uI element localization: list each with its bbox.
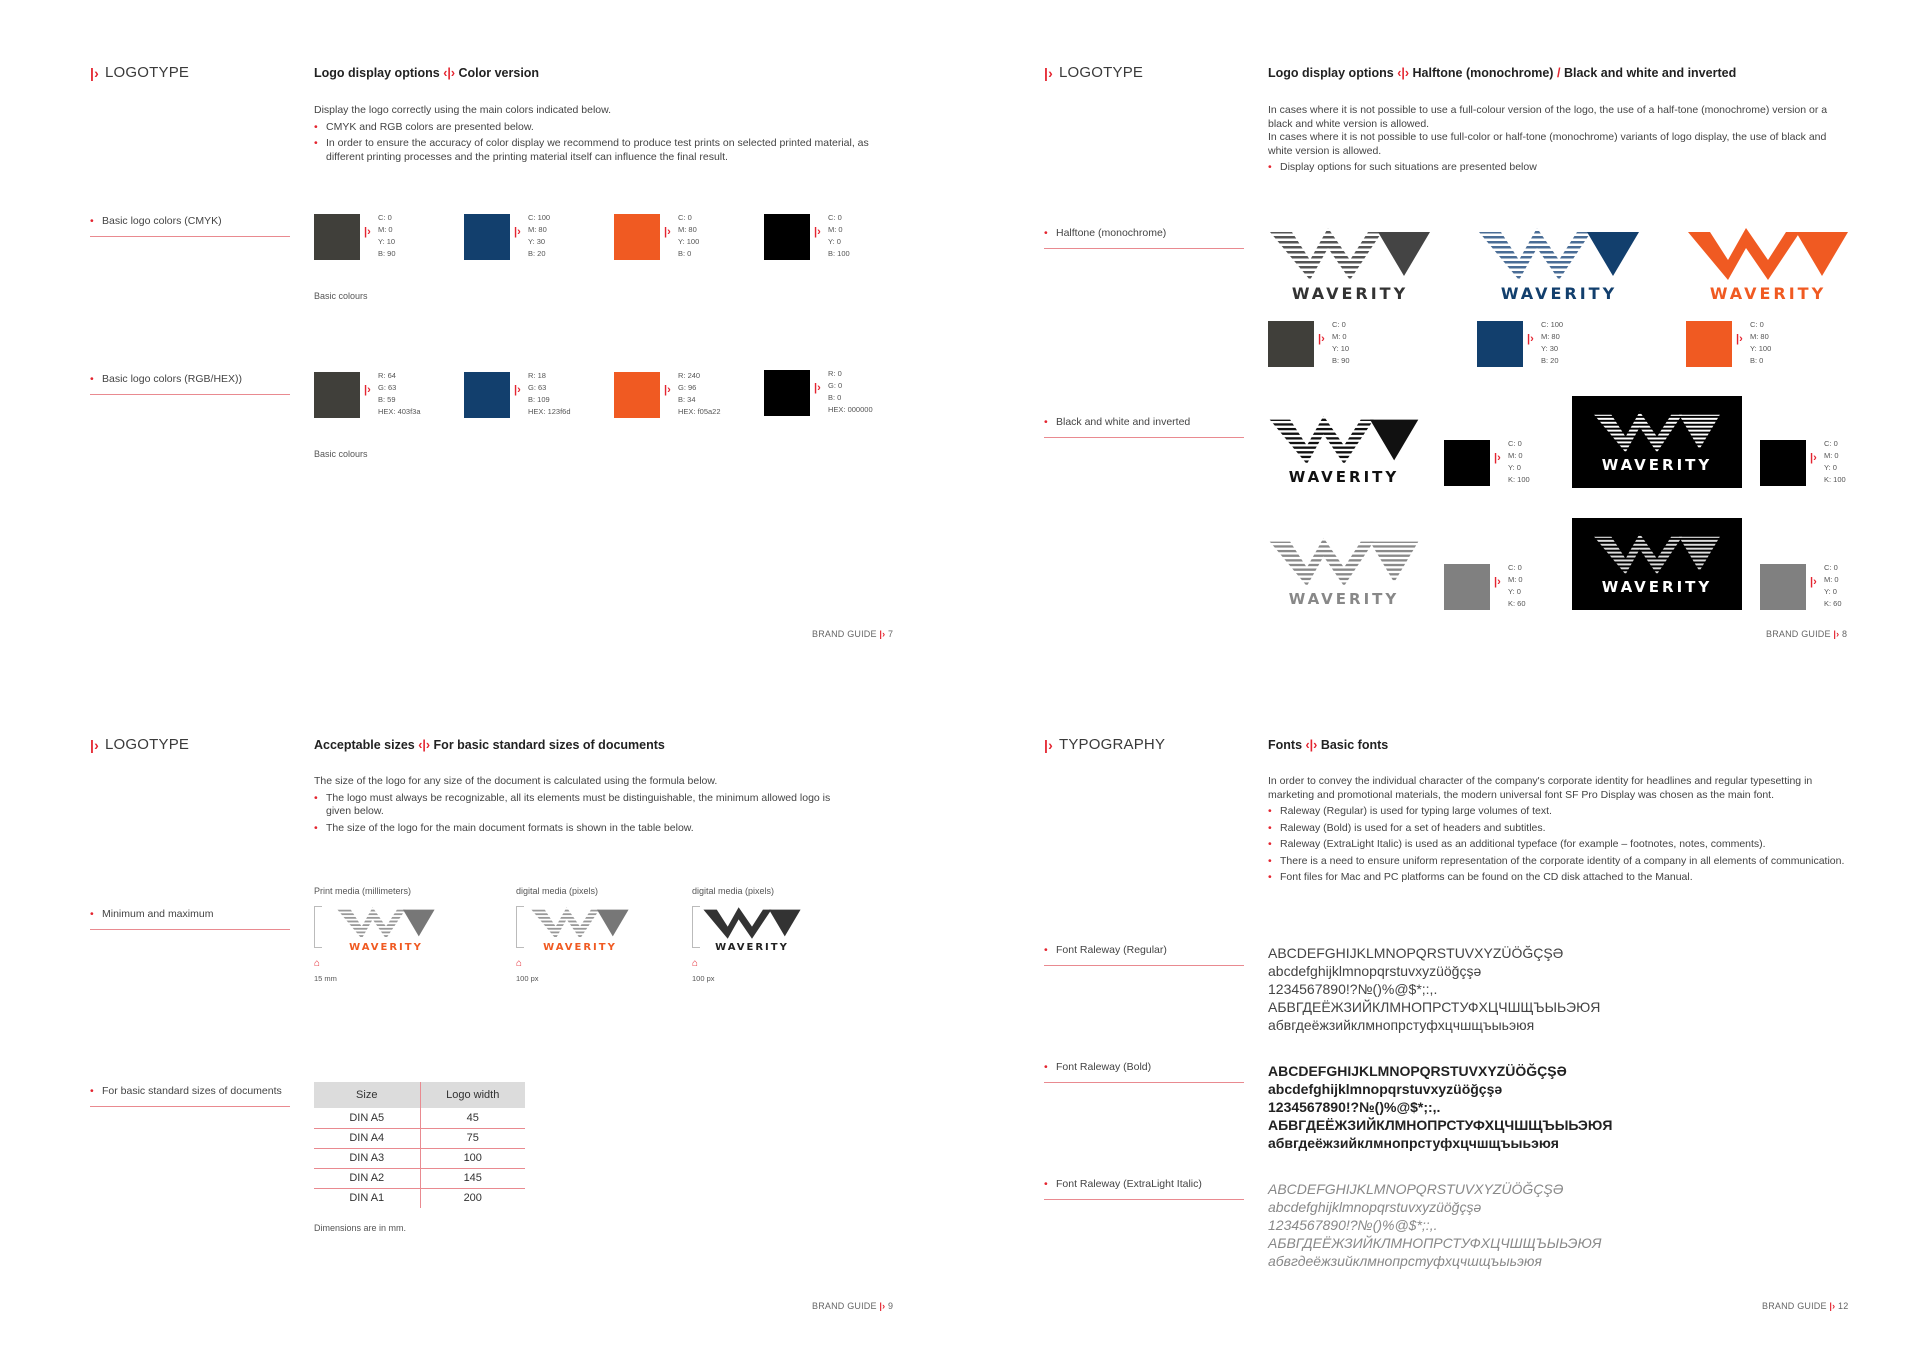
sample-line: ABCDEFGHIJKLMNOPQRSTUVXYZÜÖĞÇŞƏ (1268, 1181, 1564, 1197)
color-values (814, 212, 850, 260)
value-line: C: 100 (1541, 320, 1564, 329)
value-marker-icon: |› (814, 382, 821, 394)
color-values (514, 212, 550, 260)
table-row (314, 1188, 525, 1208)
logo-wordmark: WAVERITY (543, 942, 617, 953)
sample-line: АБВГДЕЁЖЗИЙКЛМНОПРСТУФХЦЧШЩЪЫЬЭЮЯ (1268, 1117, 1613, 1133)
logo-mark-icon (1269, 414, 1419, 466)
footer-marker-icon: |› (1829, 1301, 1836, 1311)
size-marker-icon: ⌂ (314, 958, 321, 969)
page-number: 7 (888, 629, 894, 639)
logo-halftone-navy (1477, 226, 1641, 303)
title-part: Basic fonts (1320, 738, 1389, 752)
intro-block (1268, 104, 1850, 175)
color-values (814, 368, 873, 416)
page-number: 8 (1842, 629, 1848, 639)
value-line: Y: 0 (1508, 587, 1521, 596)
section-title: LOGOTYPE (1058, 64, 1144, 81)
sample-line: АБВГДЕЁЖЗИЙКЛМНОПРСТУФХЦЧШЩЪЫЬЭЮЯ (1268, 999, 1601, 1015)
table-row (314, 1168, 525, 1188)
media-label: digital media (pixels) (516, 886, 599, 896)
intro-text: In cases where it is not possible to use full-color or half-tone (monochrome) variants of logo display, the use of black and white version is allowed. (1268, 131, 1827, 157)
value-line: C: 0 (1750, 320, 1764, 329)
value-line: R: 240 (678, 371, 701, 380)
page-9 (0, 678, 960, 1356)
color-swatch (1477, 321, 1523, 367)
bullet-list (1268, 161, 1850, 175)
table-row (314, 1148, 525, 1168)
value-line: Y: 0 (1824, 463, 1837, 472)
table-row (314, 1108, 525, 1128)
title-part: Logo display options (314, 66, 440, 80)
value-line: M: 0 (1824, 575, 1839, 584)
side-label-light: • Font Raleway (ExtraLight Italic) (1044, 1178, 1244, 1200)
value-line: K: 100 (1508, 475, 1530, 484)
value-line: Y: 10 (378, 237, 396, 246)
value-line: M: 80 (1541, 332, 1560, 341)
value-line: C: 0 (378, 213, 392, 222)
value-line: B: 109 (528, 395, 550, 404)
table-cell: DIN A3 (314, 1148, 420, 1168)
value-marker-icon: |› (1494, 452, 1501, 464)
value-line: C: 0 (1508, 439, 1522, 448)
logo-mark-icon (1688, 226, 1848, 282)
value-marker-icon: |› (364, 384, 371, 396)
value-marker-icon: |› (1494, 576, 1501, 588)
media-size: 15 mm (314, 974, 337, 983)
value-line: G: 0 (828, 381, 843, 390)
color-swatch (1760, 440, 1806, 486)
title-part: Logo display options (1268, 66, 1394, 80)
list-item: • Raleway (ExtraLight Italic) is used as an additional typeface (for example – footnotes, notes, comments). (1268, 838, 1850, 852)
title-part: Halftone (monochrome) (1412, 66, 1554, 80)
media-size: 100 px (692, 974, 715, 983)
table-cell: DIN A1 (314, 1188, 420, 1208)
page-8 (960, 0, 1920, 678)
list-item: • CMYK and RGB colors are presented below. (314, 121, 904, 135)
side-label-standard: • For basic standard sizes of documents (90, 1085, 290, 1107)
sample-line: АБВГДЕЁЖЗИЙКЛМНОПРСТУФХЦЧШЩЪЫЬЭЮЯ (1268, 1235, 1602, 1251)
side-label-rgb: • Basic logo colors (RGB/HEX)) (90, 373, 290, 395)
value-line: G: 63 (378, 383, 397, 392)
value-line: B: 0 (828, 393, 842, 402)
page-footer (1762, 1301, 1848, 1311)
page-title (314, 66, 539, 80)
logo-inverted-panel (1572, 518, 1742, 610)
sample-line: 1234567890!?№()%@$*;:,. (1268, 1217, 1438, 1233)
value-line: B: 0 (678, 249, 692, 258)
value-line: HEX: 123f6d (528, 407, 571, 416)
color-values (664, 212, 699, 260)
page-number: 12 (1838, 1301, 1849, 1311)
value-marker-icon: |› (1318, 333, 1325, 345)
list-item: • Font files for Mac and PC platforms can be found on the CD disk attached to the Manual. (1268, 871, 1850, 885)
value-line: Y: 0 (1824, 587, 1837, 596)
section-label (1044, 64, 1143, 81)
value-line: Y: 100 (1750, 344, 1772, 353)
value-marker-icon: |› (1810, 576, 1817, 588)
value-line: Y: 30 (528, 237, 546, 246)
value-line: B: 59 (378, 395, 396, 404)
value-line: M: 80 (1750, 332, 1769, 341)
value-line: M: 0 (1824, 451, 1839, 460)
size-bracket (314, 906, 322, 948)
logo-mark-icon (1582, 410, 1732, 454)
size-marker-icon: ⌂ (692, 958, 699, 969)
page-7 (0, 0, 960, 678)
bullet-list (1268, 805, 1850, 885)
list-item: • The logo must always be recognizable, all its elements must be distinguishable, the minimum allowed logo is given below. (314, 792, 854, 819)
caption: Basic colours (314, 291, 368, 301)
value-marker-icon: |› (1736, 333, 1743, 345)
table-header: Logo width (420, 1082, 525, 1108)
logo-min-print (334, 906, 438, 953)
page-number: 9 (888, 1301, 894, 1311)
value-line: K: 100 (1824, 475, 1846, 484)
bullet-list (314, 121, 904, 165)
title-part: Acceptable sizes (314, 738, 415, 752)
value-line: R: 64 (378, 371, 396, 380)
value-marker-icon: |› (1810, 452, 1817, 464)
value-line: Y: 10 (1332, 344, 1350, 353)
page-title (1268, 738, 1388, 752)
color-swatch (1444, 440, 1490, 486)
table-cell: 45 (420, 1108, 525, 1128)
list-item: • In order to ensure the accuracy of color display we recommend to produce test prints on selected printed material, as different printing processes and the printing material itself can influence the final result. (314, 137, 904, 164)
title-part: Color version (458, 66, 540, 80)
logo-inverted (1582, 532, 1732, 596)
side-label-bold: • Font Raleway (Bold) (1044, 1061, 1244, 1083)
section-title: TYPOGRAPHY (1058, 736, 1166, 753)
value-line: Y: 100 (678, 237, 700, 246)
value-line: M: 0 (1508, 451, 1523, 460)
footer-marker-icon: |› (879, 1301, 886, 1311)
title-separator-icon: ‹|› (418, 738, 431, 752)
color-swatch (464, 372, 510, 418)
section-label (90, 736, 189, 753)
logo-min-digital (528, 906, 632, 953)
sample-line: ABCDEFGHIJKLMNOPQRSTUVXYZÜÖĞÇŞƏ (1268, 1063, 1567, 1079)
color-values (1736, 319, 1771, 367)
sample-line: abcdefghijklmnopqrstuvxyzüöğçşə (1268, 1081, 1503, 1097)
value-line: G: 96 (678, 383, 697, 392)
logo-mark-icon (1269, 536, 1419, 588)
list-item: • The size of the logo for the main document formats is shown in the table below. (314, 822, 854, 836)
logo-mark-icon (1582, 532, 1732, 576)
value-line: C: 100 (528, 213, 551, 222)
value-marker-icon: |› (514, 226, 521, 238)
sample-line: абвгдеёжзийклмнопрстуфхцчшщъыьэюя (1268, 1135, 1559, 1151)
color-swatch (1686, 321, 1732, 367)
color-swatch (614, 372, 660, 418)
value-line: C: 0 (1824, 563, 1838, 572)
page-footer (812, 1301, 893, 1311)
value-line: R: 0 (828, 369, 842, 378)
value-marker-icon: |› (514, 384, 521, 396)
table-row (314, 1128, 525, 1148)
list-item: • Raleway (Regular) is used for typing large volumes of text. (1268, 805, 1850, 819)
logo-wordmark: WAVERITY (1500, 284, 1618, 303)
sample-line: abcdefghijklmnopqrstuvxyzüöğçşə (1268, 1199, 1482, 1215)
title-separator-icon: ‹|› (1397, 66, 1410, 80)
side-label-cmyk: • Basic logo colors (CMYK) (90, 215, 290, 237)
color-values (514, 370, 571, 418)
page-title (314, 738, 665, 752)
logo-wordmark: WAVERITY (1601, 578, 1713, 596)
logo-inverted-panel (1572, 396, 1742, 488)
logo-black (1268, 414, 1420, 486)
value-line: K: 60 (1508, 599, 1526, 608)
color-swatch (1444, 564, 1490, 610)
sample-line: abcdefghijklmnopqrstuvxyzüöğçşə (1268, 963, 1482, 979)
value-line: M: 0 (378, 225, 393, 234)
section-marker-icon: |› (90, 736, 99, 753)
value-line: M: 80 (528, 225, 547, 234)
title-part: For basic standard sizes of documents (433, 738, 665, 752)
size-bracket (516, 906, 524, 948)
color-swatch (614, 214, 660, 260)
value-marker-icon: |› (1527, 333, 1534, 345)
color-swatch (1760, 564, 1806, 610)
media-label: Print media (millimeters) (314, 886, 412, 896)
value-line: C: 0 (1824, 439, 1838, 448)
value-line: K: 60 (1824, 599, 1842, 608)
table-cell: DIN A4 (314, 1128, 420, 1148)
list-item: • There is a need to ensure uniform representation of the corporate identity of a company in all elements of communication. (1268, 855, 1850, 869)
value-line: Y: 30 (1541, 344, 1559, 353)
value-line: B: 20 (528, 249, 546, 258)
footer-label: BRAND GUIDE (1766, 629, 1831, 639)
value-line: HEX: f05a22 (678, 407, 721, 416)
value-line: Y: 0 (1508, 463, 1521, 472)
page-footer (812, 629, 893, 639)
size-marker-icon: ⌂ (516, 958, 523, 969)
value-line: HEX: 403f3a (378, 407, 421, 416)
logo-mark-icon (1479, 226, 1639, 282)
table-cell: 145 (420, 1168, 525, 1188)
caption: Basic colours (314, 449, 368, 459)
logo-halftone-orange (1686, 226, 1850, 303)
value-line: M: 80 (678, 225, 697, 234)
sample-line: 1234567890!?№()%@$*;:,. (1268, 981, 1438, 997)
footer-marker-icon: |› (879, 629, 886, 639)
footer-label: BRAND GUIDE (1762, 1301, 1827, 1311)
page-12 (960, 678, 1920, 1356)
color-swatch (314, 214, 360, 260)
value-marker-icon: |› (664, 226, 671, 238)
intro-text: The size of the logo for any size of the document is calculated using the formula below. (314, 775, 718, 787)
value-line: B: 90 (1332, 356, 1350, 365)
logo-inverted (1582, 410, 1732, 474)
list-item: • Display options for such situations are presented below (1268, 161, 1850, 175)
color-values (664, 370, 721, 418)
value-line: C: 0 (678, 213, 692, 222)
intro-block (1268, 775, 1850, 885)
value-line: C: 0 (1508, 563, 1522, 572)
section-title: LOGOTYPE (104, 64, 190, 81)
logo-wordmark: WAVERITY (1601, 456, 1713, 474)
size-bracket (692, 906, 700, 948)
value-marker-icon: |› (664, 384, 671, 396)
logo-wordmark: WAVERITY (715, 942, 789, 953)
table-header-row (314, 1082, 525, 1108)
font-sample-bold (1268, 1062, 1612, 1152)
color-swatch (464, 214, 510, 260)
section-label (1044, 736, 1165, 753)
page-footer (1766, 629, 1847, 639)
footer-label: BRAND GUIDE (812, 1301, 877, 1311)
footer-label: BRAND GUIDE (812, 629, 877, 639)
sample-line: ABCDEFGHIJKLMNOPQRSTUVXYZÜÖĞÇŞƏ (1268, 945, 1564, 961)
value-line: R: 18 (528, 371, 546, 380)
table-cell: DIN A2 (314, 1168, 420, 1188)
side-label-regular: • Font Raleway (Regular) (1044, 944, 1244, 966)
color-values (1494, 438, 1530, 486)
title-separator-icon: ‹|› (443, 66, 456, 80)
intro-text: Display the logo correctly using the main colors indicated below. (314, 104, 612, 116)
value-line: Y: 0 (828, 237, 841, 246)
font-sample-regular (1268, 944, 1600, 1034)
logo-wordmark: WAVERITY (1291, 284, 1409, 303)
color-values (364, 212, 396, 260)
color-values (1810, 438, 1846, 486)
list-item: • Raleway (Bold) is used for a set of headers and subtitles. (1268, 822, 1850, 836)
sizes-table (314, 1082, 525, 1208)
side-label-minmax: • Minimum and maximum (90, 908, 290, 930)
intro-text: In order to convey the individual character of the company's corporate identity for headlines and regular typesetting in marketing and promotional materials, the modern universal font SF Pro Display was chosen as the main font. (1268, 775, 1813, 801)
table-cell: DIN A5 (314, 1108, 420, 1128)
sample-line: 1234567890!?№()%@$*;:,. (1268, 1099, 1441, 1115)
media-size: 100 px (516, 974, 539, 983)
section-marker-icon: |› (90, 64, 99, 81)
sample-line: абвгдеёжзийклмнопрстуфхцчшщъыьэюя (1268, 1017, 1535, 1033)
logo-wordmark: WAVERITY (1709, 284, 1827, 303)
table-cell: 200 (463, 1192, 482, 1205)
value-line: M: 0 (828, 225, 843, 234)
logo-halftone-gray (1268, 226, 1432, 303)
title-part: Fonts (1268, 738, 1303, 752)
section-marker-icon: |› (1044, 64, 1053, 81)
value-line: C: 0 (828, 213, 842, 222)
value-line: B: 34 (678, 395, 696, 404)
intro-block (314, 104, 904, 164)
value-line: M: 0 (1508, 575, 1523, 584)
color-swatch (764, 370, 810, 416)
logo-wordmark: WAVERITY (1288, 590, 1400, 608)
table-cell: 100 (420, 1148, 525, 1168)
table-cell: 75 (420, 1128, 525, 1148)
side-label-halftone: • Halftone (monochrome) (1044, 227, 1244, 249)
value-line: C: 0 (1332, 320, 1346, 329)
value-marker-icon: |› (814, 226, 821, 238)
bullet-list (314, 792, 854, 836)
value-line: HEX: 000000 (828, 405, 873, 414)
value-line: B: 0 (1750, 356, 1764, 365)
logo-mark-icon (530, 906, 630, 940)
logo-gray (1268, 536, 1420, 608)
footer-marker-icon: |› (1833, 629, 1840, 639)
title-separator-icon: ‹|› (1305, 738, 1318, 752)
color-swatch (1268, 321, 1314, 367)
color-values (1527, 319, 1563, 367)
value-line: B: 90 (378, 249, 396, 258)
section-marker-icon: |› (1044, 736, 1053, 753)
logo-wordmark: WAVERITY (1288, 468, 1400, 486)
side-label-bw: • Black and white and inverted (1044, 416, 1244, 438)
section-title: LOGOTYPE (104, 736, 190, 753)
intro-text: In cases where it is not possible to use a full-colour version of the logo, the use of a half-tone (monochrome) version or a black and white version is allowed. (1268, 104, 1828, 130)
font-sample-light (1268, 1180, 1601, 1270)
intro-block (314, 775, 854, 835)
media-label: digital media (pixels) (692, 886, 775, 896)
sample-line: абвгдеёжзийклмнопрстуфхцчшщъыьэюя (1268, 1253, 1542, 1269)
logo-min-digital-dark (700, 906, 804, 953)
color-swatch (764, 214, 810, 260)
table-note: Dimensions are in mm. (314, 1223, 407, 1233)
color-swatch (314, 372, 360, 418)
logo-mark-icon (1270, 226, 1430, 282)
value-line: M: 0 (1332, 332, 1347, 341)
logo-mark-icon (702, 906, 802, 940)
color-values (364, 370, 421, 418)
value-line: G: 63 (528, 383, 547, 392)
title-separator-icon: / (1556, 66, 1561, 80)
color-values (1318, 319, 1350, 367)
color-values (1810, 562, 1842, 610)
table-header: Size (314, 1082, 420, 1108)
section-label (90, 64, 189, 81)
title-part: Black and white and inverted (1563, 66, 1737, 80)
logo-wordmark: WAVERITY (349, 942, 423, 953)
value-marker-icon: |› (364, 226, 371, 238)
value-line: B: 20 (1541, 356, 1559, 365)
page-title (1268, 66, 1736, 80)
logo-mark-icon (336, 906, 436, 940)
value-line: B: 100 (828, 249, 850, 258)
color-values (1494, 562, 1526, 610)
